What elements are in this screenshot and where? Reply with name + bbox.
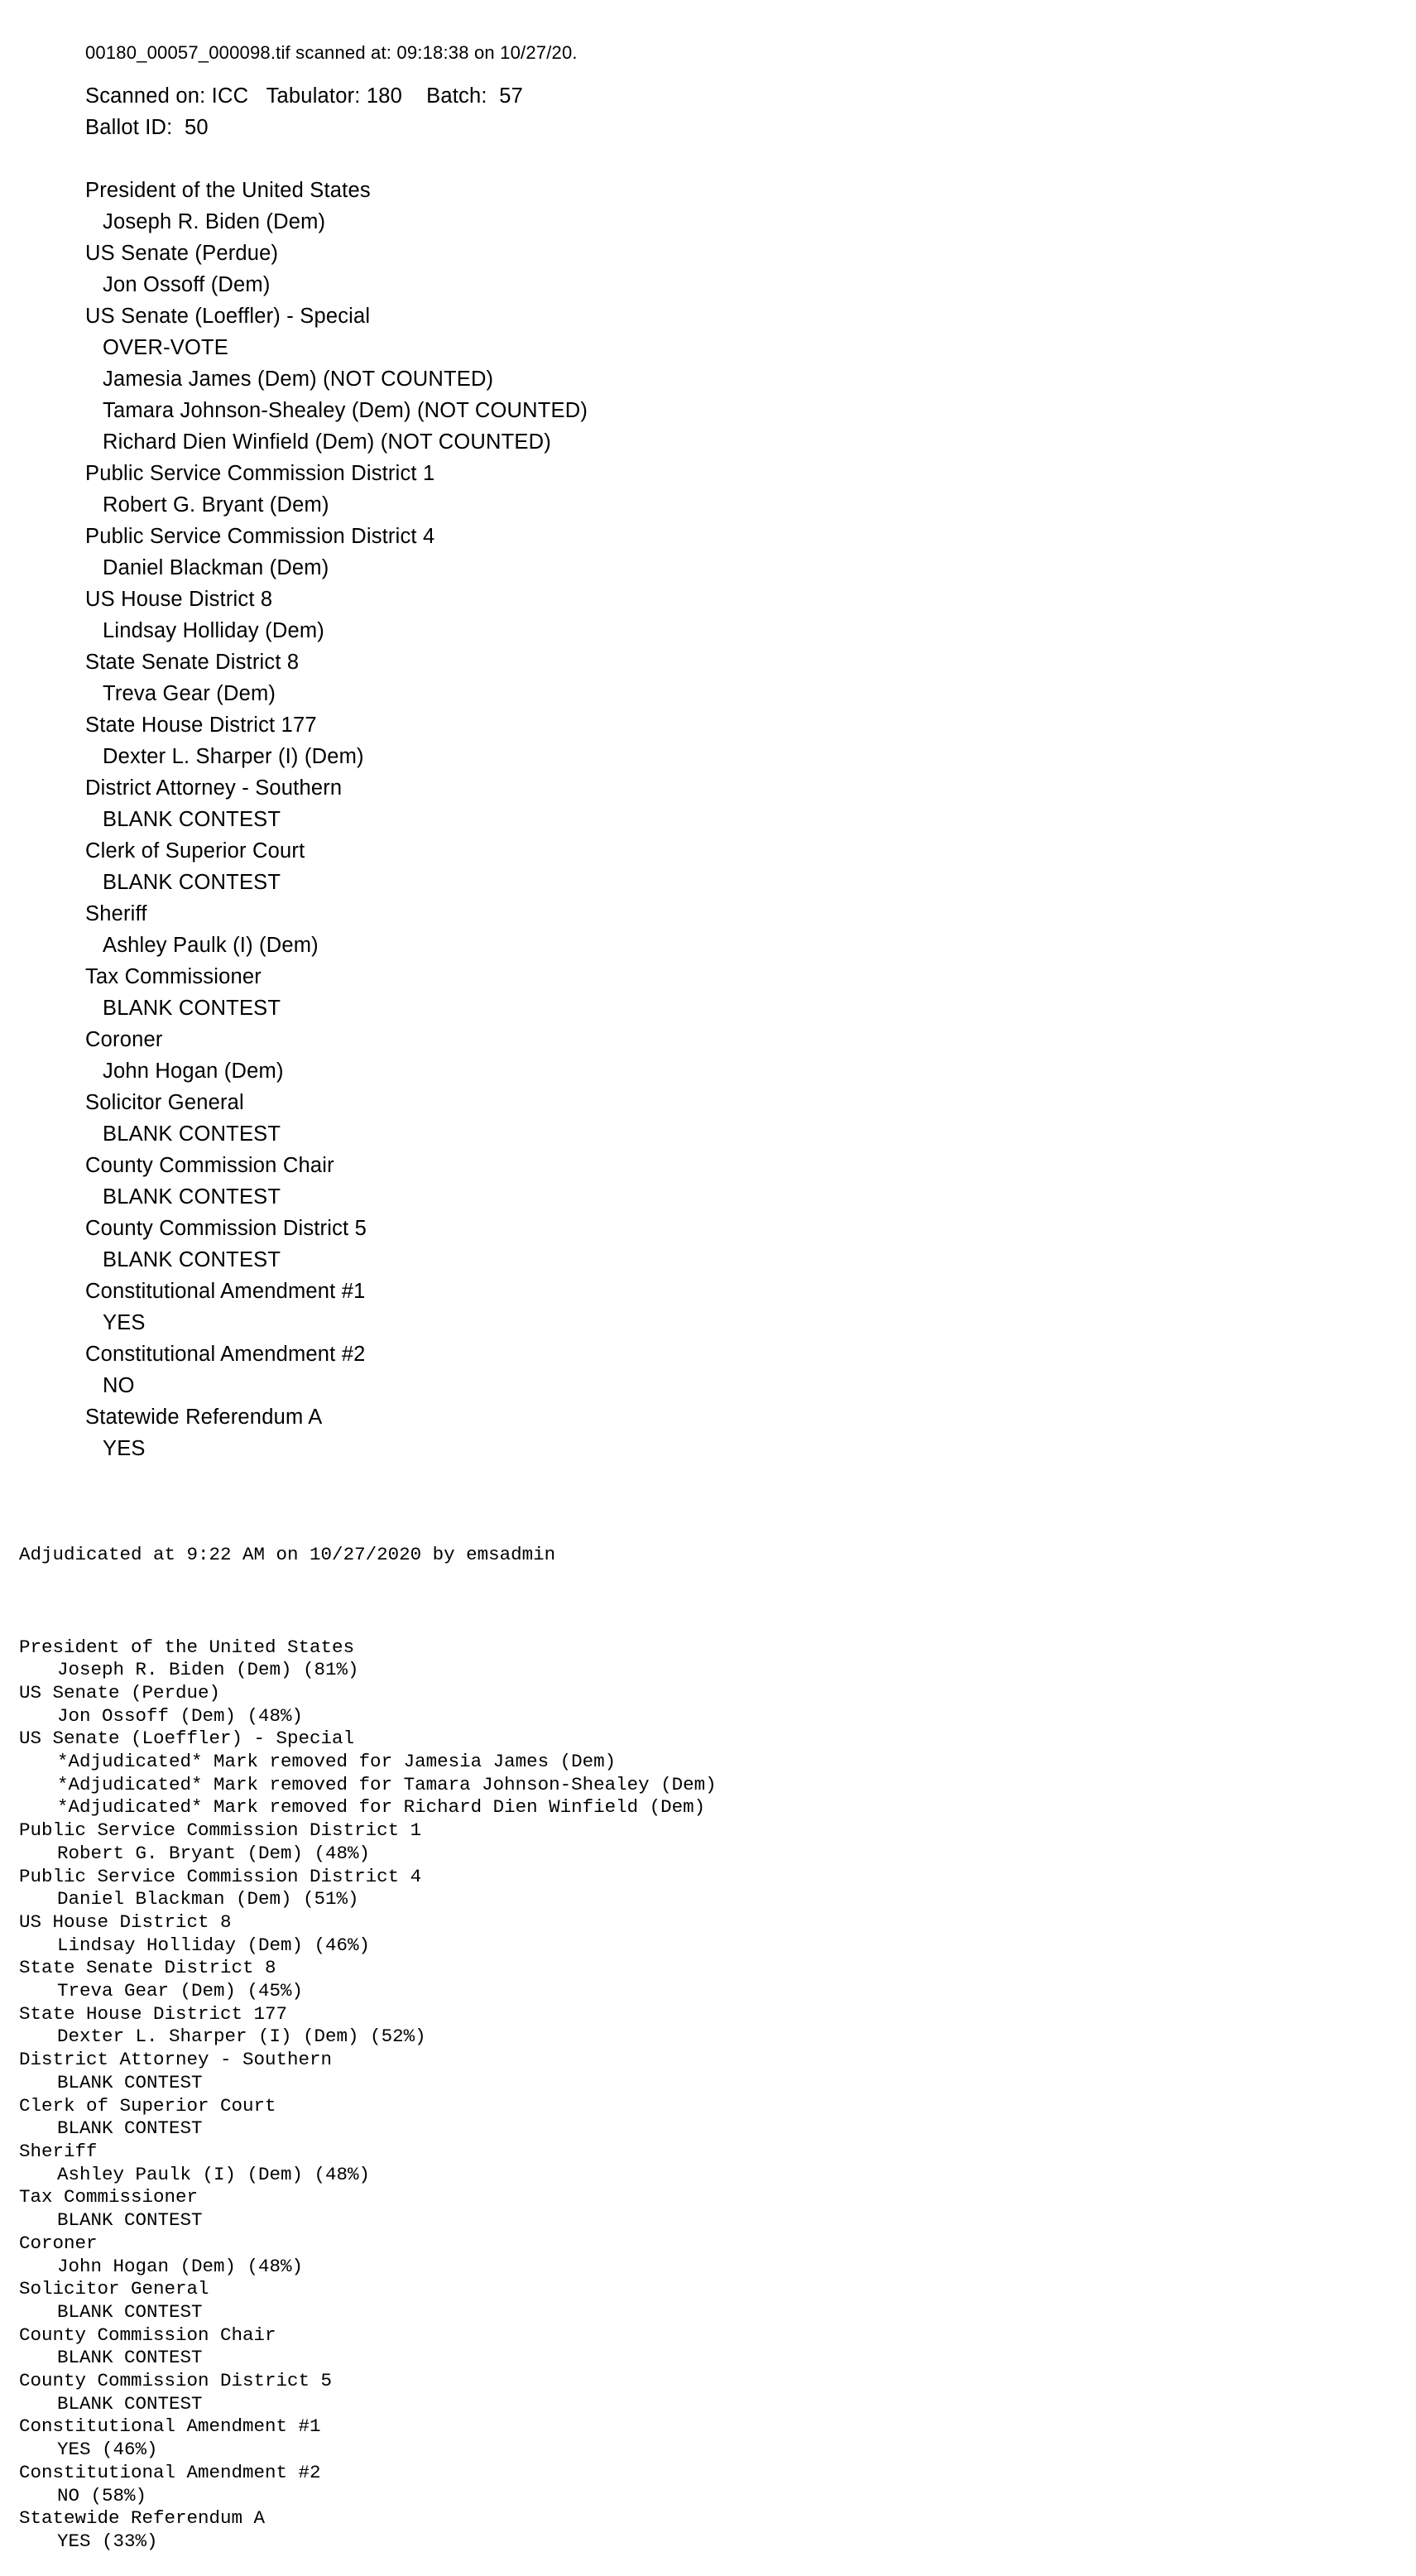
adj-contest-title: US House District 8 <box>19 1910 232 1933</box>
adj-contest-title: State House District 177 <box>19 2002 288 2025</box>
adj-contest-selection: Joseph R. Biden (Dem) (81%) <box>57 1659 359 1681</box>
adj-contest-selection: Lindsay Holliday (Dem) (46%) <box>57 1934 371 1956</box>
adj-contest-selection: *Adjudicated* Mark removed for Jamesia James (Dem) <box>57 1751 617 1773</box>
scanned-on-line: Scanned on: ICC Tabulator: 180 Batch: 57 <box>85 84 523 108</box>
scan-contest-title: State Senate District 8 <box>85 651 300 674</box>
scan-contest-selection: BLANK CONTEST <box>103 997 281 1020</box>
scan-contest-title: Public Service Commission District 1 <box>85 462 435 485</box>
scan-contest-selection: OVER-VOTE <box>103 336 228 359</box>
adj-contest-selection: BLANK CONTEST <box>57 2300 203 2323</box>
scan-contest-title: Solicitor General <box>85 1091 244 1114</box>
adj-contest-title: County Commission Chair <box>19 2324 276 2346</box>
scan-contest-selection: BLANK CONTEST <box>103 1185 281 1209</box>
adj-contest-title: Constitutional Amendment #2 <box>19 2461 321 2483</box>
scan-contest-selection: Jamesia James (Dem) (NOT COUNTED) <box>103 368 494 391</box>
adj-contest-selection: YES (33%) <box>57 2530 158 2552</box>
scan-contest-title: Statewide Referendum A <box>85 1406 323 1429</box>
adjudication-header: Adjudicated at 9:22 AM on 10/27/2020 by emsadmin <box>19 1544 556 1566</box>
scan-contest-title: Coroner <box>85 1028 163 1051</box>
adj-contest-title: Sheriff <box>19 2140 98 2162</box>
scan-contest-title: Sheriff <box>85 902 147 925</box>
scan-contest-title: Clerk of Superior Court <box>85 839 305 863</box>
scan-contest-selection: Lindsay Holliday (Dem) <box>103 619 324 642</box>
scan-contest-title: Constitutional Amendment #2 <box>85 1343 366 1366</box>
adj-contest-selection: BLANK CONTEST <box>57 2347 203 2369</box>
scan-contest-selection: Treva Gear (Dem) <box>103 682 276 705</box>
adjudication-contest-list <box>19 1636 1385 2554</box>
scan-contest-selection: John Hogan (Dem) <box>103 1060 284 1083</box>
adj-contest-selection: YES (46%) <box>57 2439 158 2461</box>
scan-contest-title: Public Service Commission District 4 <box>85 525 435 548</box>
adj-contest-selection: BLANK CONTEST <box>57 2209 203 2232</box>
adj-contest-selection: BLANK CONTEST <box>57 2117 203 2140</box>
adj-contest-title: Clerk of Superior Court <box>19 2094 276 2117</box>
adj-contest-selection: *Adjudicated* Mark removed for Tamara Johnson-Shealey (Dem) <box>57 1773 717 1795</box>
adjudication-record <box>19 1498 1385 2576</box>
adj-contest-selection: Robert G. Bryant (Dem) (48%) <box>57 1842 371 1864</box>
adj-contest-title: President of the United States <box>19 1636 355 1658</box>
scan-contest-selection: BLANK CONTEST <box>103 1248 281 1271</box>
adj-contest-title: Public Service Commission District 1 <box>19 1819 422 1842</box>
scan-contest-title: US Senate (Loeffler) - Special <box>85 305 371 328</box>
scan-contest-title: US Senate (Perdue) <box>85 242 279 265</box>
scan-contest-title: District Attorney - Southern <box>85 776 343 800</box>
adj-contest-selection: Ashley Paulk (I) (Dem) (48%) <box>57 2163 371 2185</box>
spacer <box>85 143 1327 175</box>
adj-contest-selection: BLANK CONTEST <box>57 2392 203 2415</box>
adj-contest-title: Public Service Commission District 4 <box>19 1865 422 1887</box>
scan-contest-title: President of the United States <box>85 179 371 202</box>
adj-contest-selection: Jon Ossoff (Dem) (48%) <box>57 1704 304 1727</box>
adj-contest-title: State Senate District 8 <box>19 1957 276 1979</box>
scan-contest-list <box>85 175 1327 1464</box>
scan-file-line: 00180_00057_000098.tif scanned at: 09:18:38 on 10/27/20. <box>85 42 578 63</box>
scan-contest-selection: Richard Dien Winfield (Dem) (NOT COUNTED) <box>103 430 551 454</box>
scan-contest-selection: Jon Ossoff (Dem) <box>103 273 271 296</box>
adj-contest-title: US Senate (Perdue) <box>19 1681 221 1704</box>
scan-contest-title: Constitutional Amendment #1 <box>85 1280 366 1303</box>
adj-contest-selection: John Hogan (Dem) (48%) <box>57 2255 304 2277</box>
scan-contest-selection: NO <box>103 1374 135 1397</box>
adj-contest-title: District Attorney - Southern <box>19 2049 333 2071</box>
scan-contest-title: County Commission District 5 <box>85 1217 367 1240</box>
adj-contest-title: Statewide Referendum A <box>19 2507 266 2530</box>
adj-contest-title: Constitutional Amendment #1 <box>19 2415 321 2438</box>
scan-contest-selection: Dexter L. Sharper (I) (Dem) <box>103 745 364 768</box>
adj-contest-selection: Daniel Blackman (Dem) (51%) <box>57 1888 359 1910</box>
adj-contest-selection: BLANK CONTEST <box>57 2071 203 2093</box>
scan-contest-selection: YES <box>103 1437 146 1460</box>
scan-contest-selection: Ashley Paulk (I) (Dem) <box>103 934 319 957</box>
adj-contest-title: County Commission District 5 <box>19 2370 333 2392</box>
adj-contest-selection: Treva Gear (Dem) (45%) <box>57 1980 304 2002</box>
adj-contest-selection: NO (58%) <box>57 2484 147 2506</box>
ballot-id-line: Ballot ID: 50 <box>85 116 209 139</box>
scan-contest-title: State House District 177 <box>85 714 317 737</box>
scan-contest-title: US House District 8 <box>85 588 273 611</box>
scan-contest-selection: BLANK CONTEST <box>103 1122 281 1146</box>
scan-record <box>85 37 1327 1464</box>
adj-contest-selection: *Adjudicated* Mark removed for Richard Dien Winfield (Dem) <box>57 1796 706 1819</box>
scan-contest-selection: Tamara Johnson-Shealey (Dem) (NOT COUNTED) <box>103 399 588 422</box>
scan-contest-title: County Commission Chair <box>85 1154 334 1177</box>
adj-contest-title: Solicitor General <box>19 2278 209 2300</box>
scan-contest-selection: Daniel Blackman (Dem) <box>103 556 329 579</box>
scan-contest-selection: BLANK CONTEST <box>103 808 281 831</box>
scan-contest-selection: YES <box>103 1311 146 1334</box>
adj-contest-selection: Dexter L. Sharper (I) (Dem) (52%) <box>57 2026 426 2048</box>
adj-contest-title: US Senate (Loeffler) - Special <box>19 1728 355 1750</box>
scan-contest-selection: BLANK CONTEST <box>103 871 281 894</box>
adj-contest-title: Tax Commissioner <box>19 2186 199 2208</box>
scan-contest-selection: Joseph R. Biden (Dem) <box>103 210 326 233</box>
adj-contest-title: Coroner <box>19 2232 98 2254</box>
scan-contest-title: Tax Commissioner <box>85 965 262 988</box>
scan-contest-selection: Robert G. Bryant (Dem) <box>103 493 329 517</box>
